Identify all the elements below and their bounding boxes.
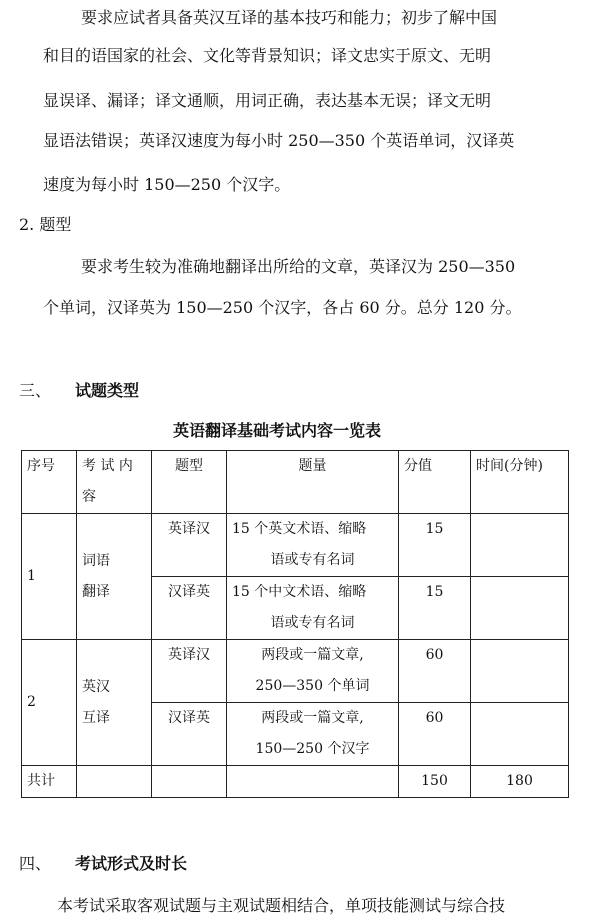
para1-line-2: 和目的语国家的社会、文化等背景知识；译文忠实于原文、无明 xyxy=(43,46,492,65)
group1-row2-time xyxy=(471,577,569,640)
section4-number: 四、 xyxy=(19,854,52,873)
table-caption: 英语翻译基础考试内容一览表 xyxy=(173,421,382,440)
total-content xyxy=(77,766,152,798)
section3-number: 三、 xyxy=(19,381,52,400)
para2-line-1: 要求考生较为准确地翻译出所给的文章，英译汉为 250—350 xyxy=(81,257,516,276)
group2-row2-amount-line-a: 两段或一篇文章, xyxy=(261,710,364,726)
header-content-line-b: 容 xyxy=(82,489,96,505)
group1-row1-amount-line-a: 15 个英文术语、缩略 xyxy=(232,521,367,537)
group2-row1-type: 英译汉 xyxy=(152,640,227,703)
section4-title: 考试形式及时长 xyxy=(75,854,188,873)
para2-line-2: 个单词，汉译英为 150—250 个汉字，各占 60 分。总分 120 分。 xyxy=(43,298,522,317)
group2-content xyxy=(77,640,152,766)
para1-line-4: 显语法错误；英译汉速度为每小时 250—350 个英语单词，汉译英 xyxy=(43,131,515,150)
total-time: 180 xyxy=(471,766,569,798)
group2-row1-amount xyxy=(227,640,399,703)
group2-row1-amount-line-a: 两段或一篇文章, xyxy=(261,647,364,663)
table-row xyxy=(22,640,569,703)
exam-content-table xyxy=(21,450,569,798)
total-label: 共计 xyxy=(22,766,77,798)
group1-row1-type: 英译汉 xyxy=(152,514,227,577)
total-type xyxy=(152,766,227,798)
group1-content-line-a: 词语 xyxy=(82,552,110,569)
header-type: 题型 xyxy=(152,451,227,514)
table-header-row xyxy=(22,451,569,514)
table-total-row xyxy=(22,766,569,798)
group1-row2-amount-line-b: 语或专有名词 xyxy=(270,615,355,631)
item2-label: 2. 题型 xyxy=(19,215,72,234)
table-row xyxy=(22,514,569,577)
group2-seq: 2 xyxy=(22,640,77,766)
para1-line-1: 要求应试者具备英汉互译的基本技巧和能力；初步了解中国 xyxy=(81,8,498,27)
group2-row1-time xyxy=(471,640,569,703)
header-time: 时间(分钟) xyxy=(471,451,569,514)
group1-row1-score: 15 xyxy=(399,514,471,577)
header-seq: 序号 xyxy=(22,451,77,514)
group1-row1-amount-line-b: 语或专有名词 xyxy=(270,552,355,568)
group2-row2-score: 60 xyxy=(399,703,471,766)
group2-row1-score: 60 xyxy=(399,640,471,703)
total-amount xyxy=(227,766,399,798)
group2-row2-type: 汉译英 xyxy=(152,703,227,766)
group2-content-line-b: 互译 xyxy=(82,709,110,726)
header-score: 分值 xyxy=(399,451,471,514)
para1-line-3: 显误译、漏译；译文通顺，用词正确，表达基本无误；译文无明 xyxy=(43,91,492,110)
group1-row2-amount-line-a: 15 个中文术语、缩略 xyxy=(232,584,367,600)
group1-content-line-b: 翻译 xyxy=(82,583,110,600)
header-amount: 题量 xyxy=(227,451,399,514)
para3-line-1: 本考试采取客观试题与主观试题相结合，单项技能测试与综合技 xyxy=(57,896,506,915)
header-content xyxy=(77,451,152,514)
group1-row2-type: 汉译英 xyxy=(152,577,227,640)
para1-line-5: 速度为每小时 150—250 个汉字。 xyxy=(43,175,291,194)
group2-content-line-a: 英汉 xyxy=(82,678,110,695)
group1-seq: 1 xyxy=(22,514,77,640)
group1-row2-score: 15 xyxy=(399,577,471,640)
group1-row2-amount xyxy=(227,577,399,640)
group1-row1-time xyxy=(471,514,569,577)
group2-row2-amount xyxy=(227,703,399,766)
group2-row2-time xyxy=(471,703,569,766)
group2-row1-amount-line-b: 250—350 个单词 xyxy=(255,678,370,694)
group1-row1-amount xyxy=(227,514,399,577)
section3-title: 试题类型 xyxy=(75,381,140,400)
group2-row2-amount-line-b: 150—250 个汉字 xyxy=(255,741,370,757)
total-score: 150 xyxy=(399,766,471,798)
group1-content xyxy=(77,514,152,640)
header-content-line-a: 考 试 内 xyxy=(82,458,133,474)
